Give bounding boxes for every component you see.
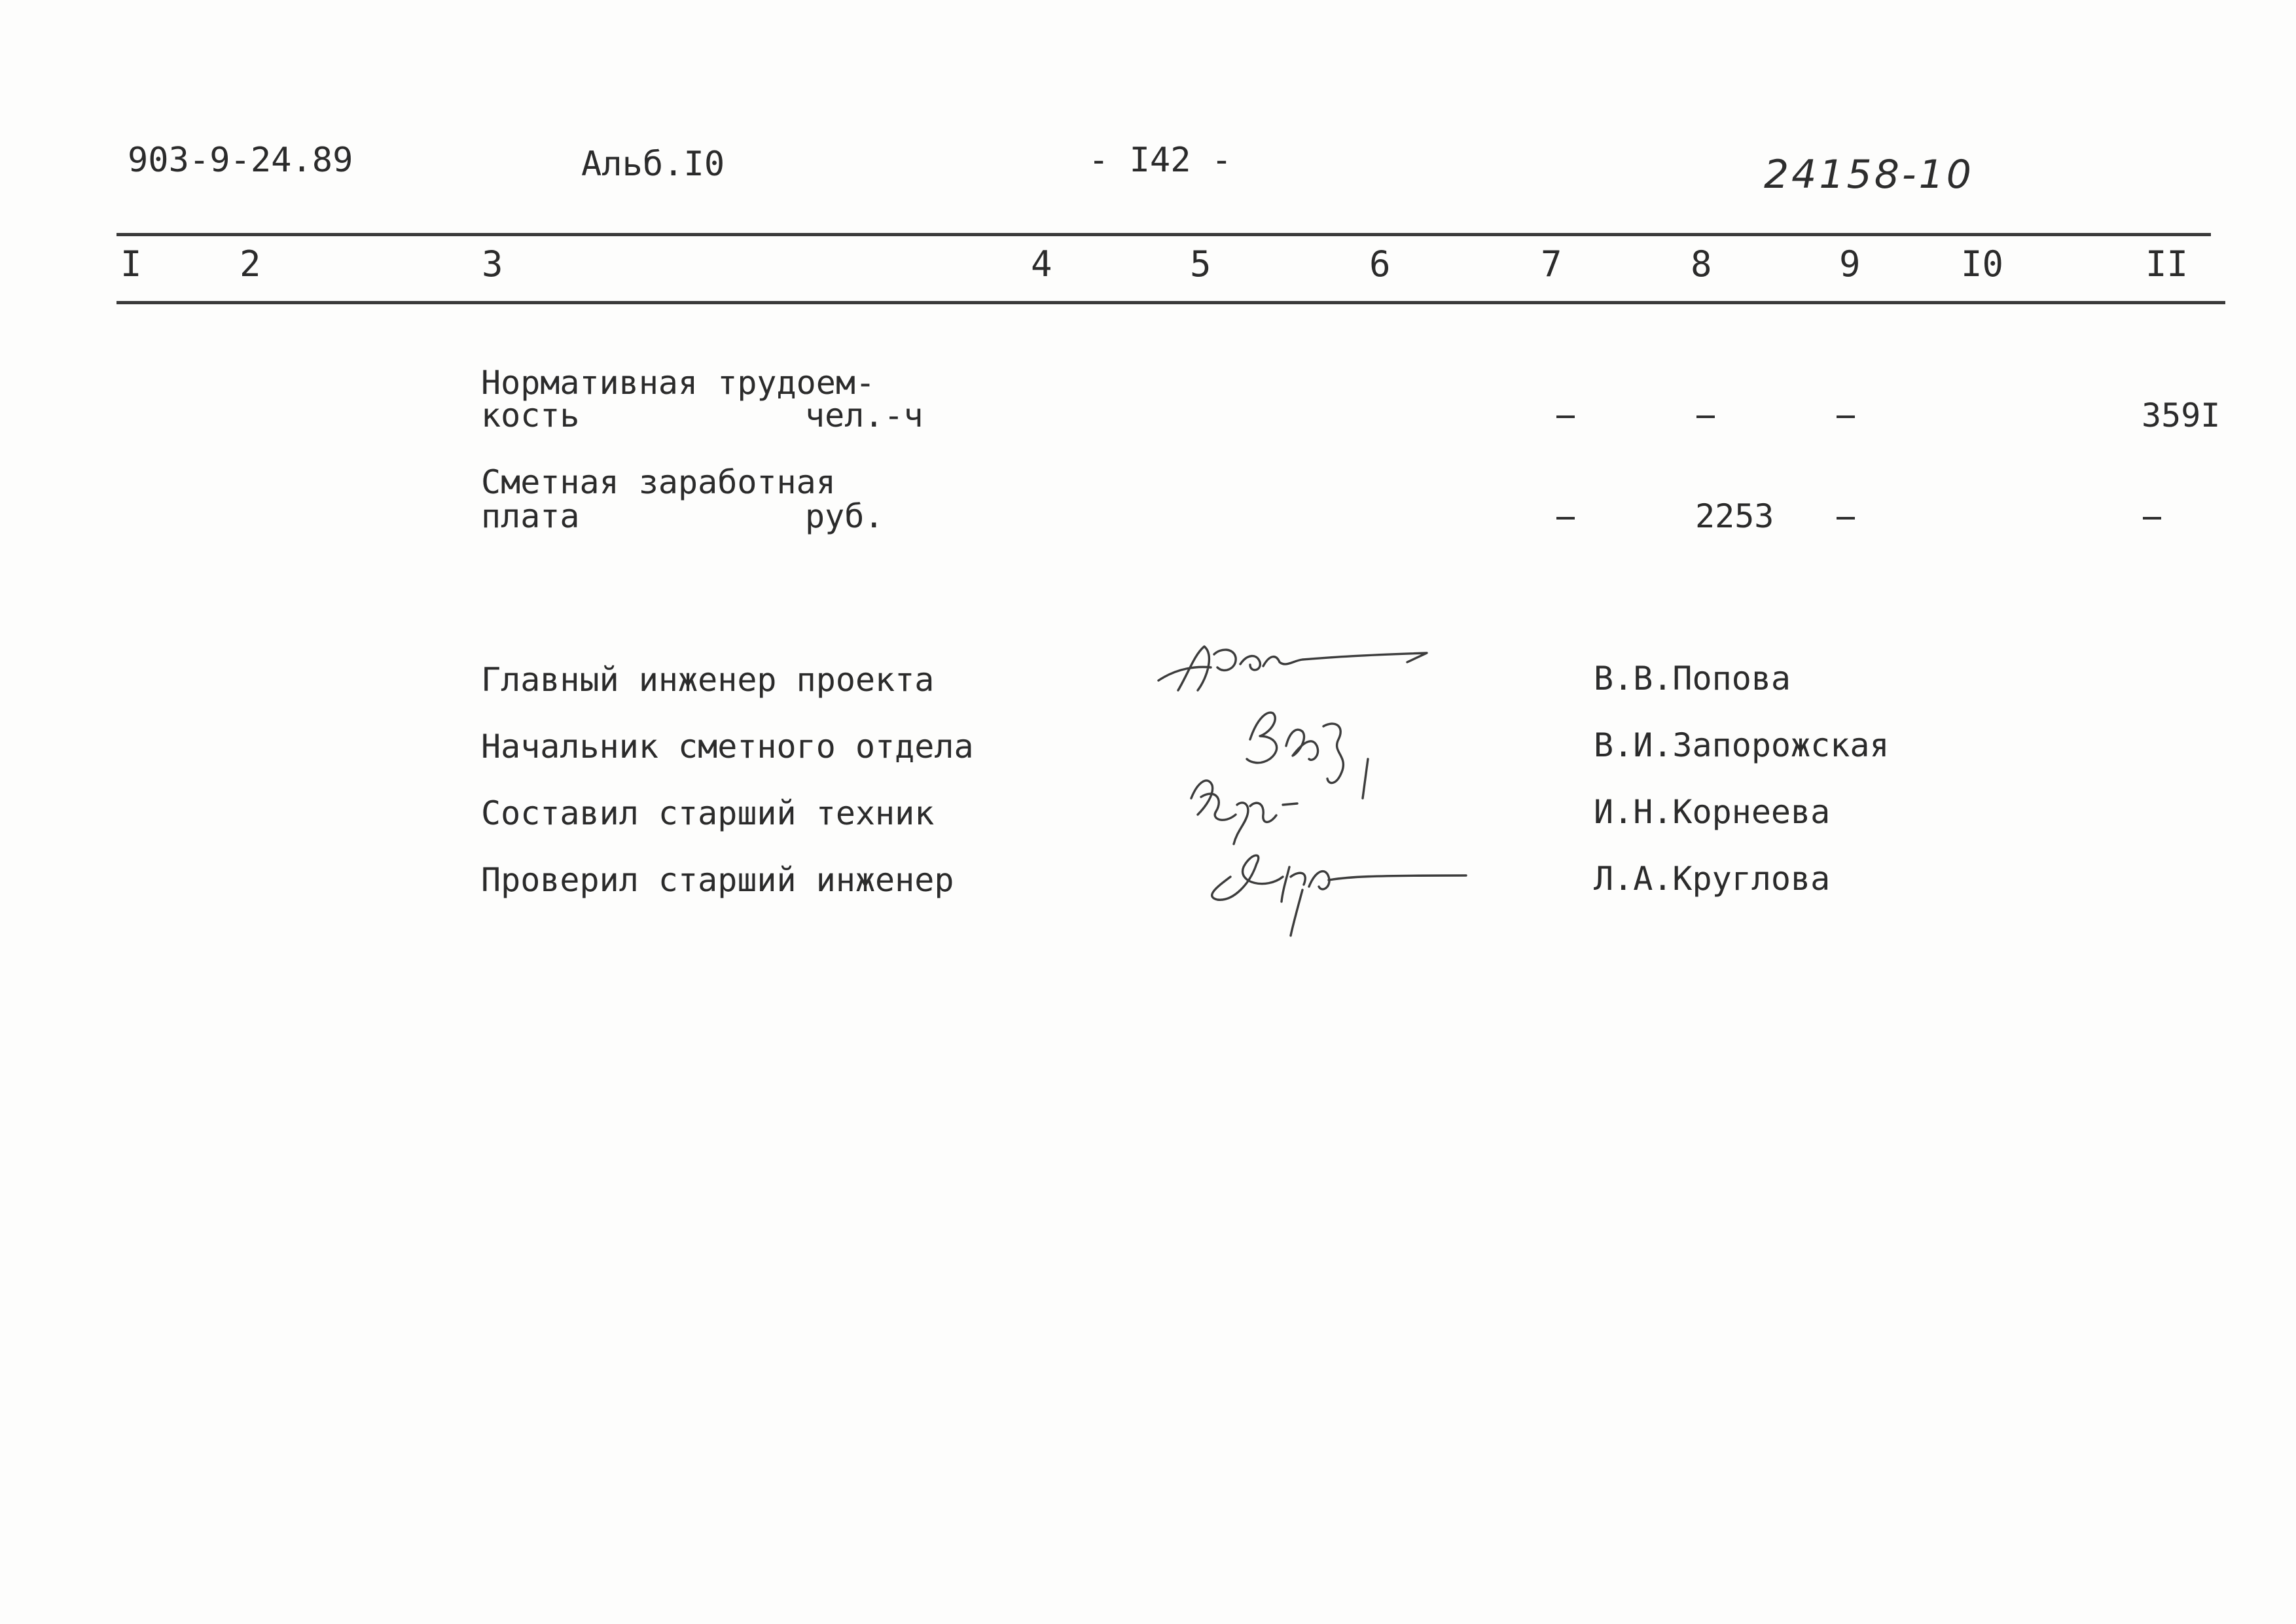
column-number-10: I0 <box>1961 243 2004 285</box>
table-header-bottom-rule <box>117 301 2225 304</box>
column-number-1: I <box>120 243 142 285</box>
table-top-rule <box>117 233 2211 236</box>
dash-mark <box>1837 415 1855 418</box>
column-number-6: 6 <box>1369 243 1391 285</box>
signature-senior-engineer <box>1212 855 1466 936</box>
signature-chief-engineer <box>1158 646 1427 690</box>
column-number-3: 3 <box>482 243 503 285</box>
dash-mark <box>1696 415 1715 418</box>
handwritten-signatures <box>1152 628 1453 942</box>
column-number-9: 9 <box>1839 243 1861 285</box>
signature-role: Проверил старший инженер <box>481 861 954 899</box>
signer-name: В.И.Запорожская <box>1594 726 1890 764</box>
signer-name: Л.А.Круглова <box>1594 860 1831 898</box>
dash-mark <box>2143 517 2161 520</box>
album-label: Альб.I0 <box>581 145 725 184</box>
column-number-11: II <box>2145 243 2189 285</box>
row-label-line2: кость <box>481 397 580 434</box>
dash-mark <box>1837 517 1855 520</box>
document-code: 903-9-24.89 <box>128 141 353 180</box>
row-unit: чел.-ч <box>805 397 924 434</box>
cell-col7 <box>1554 497 1558 535</box>
cell-col8: 2253 <box>1695 497 1774 535</box>
row-label-line1: Нормативная трудоем- <box>481 364 876 402</box>
cell-col11 <box>2144 497 2148 535</box>
inventory-number-handwritten: 24158-10 <box>1764 152 1974 198</box>
row-unit: руб. <box>805 497 884 535</box>
cell-col9 <box>1839 497 1843 535</box>
row-label-line1: Сметная заработная <box>481 463 836 501</box>
signature-role: Составил старший техник <box>481 794 935 832</box>
signature-estimate-department-head <box>1247 713 1368 798</box>
signer-name: И.Н.Корнеева <box>1594 793 1831 831</box>
signature-senior-technician <box>1191 781 1297 844</box>
column-number-4: 4 <box>1031 243 1052 285</box>
signer-name: В.В.Попова <box>1594 660 1791 697</box>
column-number-5: 5 <box>1190 243 1211 285</box>
cell-col11: 359I <box>2142 397 2221 434</box>
dash-mark <box>1556 517 1575 520</box>
column-number-8: 8 <box>1691 243 1712 285</box>
dash-mark <box>1556 415 1575 418</box>
column-number-7: 7 <box>1541 243 1562 285</box>
signature-role: Главный инженер проекта <box>481 661 935 699</box>
column-number-2: 2 <box>240 243 261 285</box>
signature-role: Начальник сметного отдела <box>481 728 974 766</box>
row-label-line2: плата <box>481 497 580 535</box>
page-number: - I42 - <box>1088 141 1232 180</box>
